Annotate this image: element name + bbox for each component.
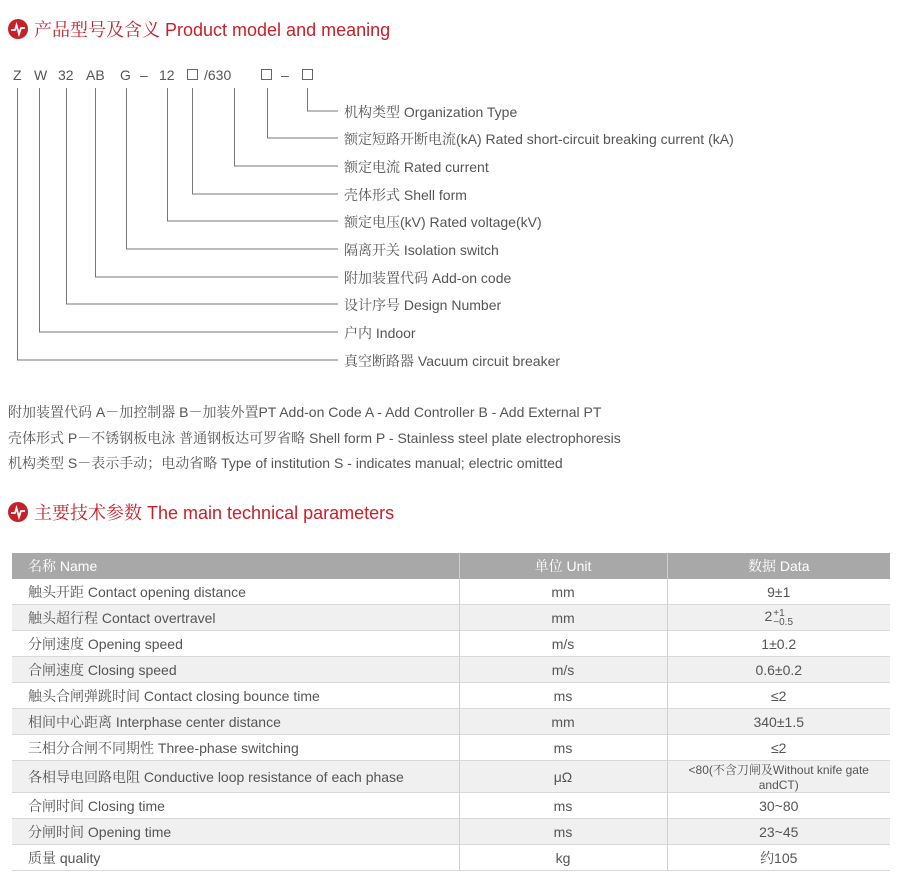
cell-data: 约105	[667, 845, 890, 871]
cell-unit: kg	[459, 845, 667, 871]
code-part-design: 32	[58, 67, 74, 83]
cell-data-value: 2	[764, 608, 773, 625]
meaning-indoor: 户内 Indoor	[344, 325, 416, 341]
tolerance-minus: −0.5	[773, 616, 794, 628]
header-name: 名称 Name	[12, 553, 459, 579]
code-part-current: /630	[204, 67, 232, 83]
tolerance-superscript	[773, 609, 793, 627]
code-part-w: W	[34, 67, 48, 83]
table-row	[12, 709, 890, 735]
section-title-text: 产品型号及含义 Product model and meaning	[34, 20, 391, 40]
meaning-shell-form: 壳体形式 Shell form	[344, 187, 467, 203]
section-title-parameters	[8, 499, 394, 525]
cell-name: 触头开距 Contact opening distance	[12, 579, 459, 605]
code-part-addon: AB	[86, 67, 105, 83]
cell-name: 分闸速度 Opening speed	[12, 631, 459, 657]
cell-data: ≤2	[667, 683, 890, 709]
meaning-rated-voltage: 额定电压(kV) Rated voltage(kV)	[344, 214, 542, 230]
table-row	[12, 579, 890, 605]
header-unit: 单位 Unit	[459, 553, 667, 579]
cell-name: 分闸时间 Opening time	[12, 819, 459, 845]
cell-name: 三相分合闸不同期性 Three-phase switching	[12, 735, 459, 761]
table-row	[12, 761, 890, 793]
brand-logo-icon	[8, 502, 28, 522]
cell-unit: m/s	[459, 631, 667, 657]
cell-unit: mm	[459, 709, 667, 735]
parameters-table	[12, 553, 890, 871]
cell-unit: ms	[459, 735, 667, 761]
meaning-breaking-current: 额定短路开断电流(kA) Rated short-circuit breaking current (kA)	[344, 131, 734, 147]
note-shell-form: 壳体形式 P－不锈钢板电泳 普通钢板达可罗省略 Shell form P - Stainless steel plate electrophoresis	[8, 430, 621, 446]
table-row	[12, 683, 890, 709]
cell-unit: mm	[459, 579, 667, 605]
cell-unit: m/s	[459, 657, 667, 683]
cell-unit: ms	[459, 793, 667, 819]
section-title-text: 主要技术参数 The main technical parameters	[34, 503, 395, 523]
table-row	[12, 631, 890, 657]
code-part-dash2: –	[281, 67, 289, 83]
cell-unit: μΩ	[459, 761, 667, 793]
cell-data	[667, 605, 890, 631]
meaning-addon-code: 附加装置代码 Add-on code	[344, 270, 512, 286]
meaning-vacuum-breaker: 真空断路器 Vacuum circuit breaker	[344, 353, 561, 369]
cell-unit: ms	[459, 819, 667, 845]
table-row	[12, 819, 890, 845]
cell-name: 触头超行程 Contact overtravel	[12, 605, 459, 631]
cell-data: <80(不含刀闸及Without knife gate andCT)	[667, 761, 890, 793]
cell-name: 相间中心距离 Interphase center distance	[12, 709, 459, 735]
meaning-rated-current: 额定电流 Rated current	[344, 159, 489, 175]
cell-data: 23~45	[667, 819, 890, 845]
header-data: 数据 Data	[667, 553, 890, 579]
cell-unit: mm	[459, 605, 667, 631]
cell-name: 触头合闸弹跳时间 Contact closing bounce time	[12, 683, 459, 709]
cell-data: 30~80	[667, 793, 890, 819]
table-row	[12, 793, 890, 819]
cell-data: 9±1	[667, 579, 890, 605]
table-row	[12, 657, 890, 683]
meaning-isolation-switch: 隔离开关 Isolation switch	[344, 242, 499, 258]
table-row	[12, 735, 890, 761]
code-part-dash: –	[140, 67, 148, 83]
cell-name: 合闸时间 Closing time	[12, 793, 459, 819]
table-row	[12, 605, 890, 631]
table-header-row	[12, 553, 890, 579]
cell-data: 0.6±0.2	[667, 657, 890, 683]
note-addon-code: 附加装置代码 A－加控制器 B－加装外置PT Add-on Code A - Add Controller B - Add External PT	[8, 404, 602, 420]
cell-data: ≤2	[667, 735, 890, 761]
meaning-mechanism-type: 机构类型 Organization Type	[344, 104, 518, 120]
cell-name: 各相导电回路电阻 Conductive loop resistance of each phase	[12, 761, 459, 793]
code-part-voltage: 12	[159, 67, 175, 83]
cell-unit: ms	[459, 683, 667, 709]
tolerance-plus: +1	[773, 607, 785, 619]
note-mechanism-type: 机构类型 S－表示手动；电动省略 Type of institution S - indicates manual; electric omitted	[8, 455, 563, 471]
meaning-design-number: 设计序号 Design Number	[344, 297, 502, 313]
cell-data: 1±0.2	[667, 631, 890, 657]
code-part-isolation: G	[120, 67, 131, 83]
code-part-z: Z	[13, 67, 22, 83]
table-row	[12, 845, 890, 871]
cell-data: 340±1.5	[667, 709, 890, 735]
cell-name: 质量 quality	[12, 845, 459, 871]
cell-name: 合闸速度 Closing speed	[12, 657, 459, 683]
